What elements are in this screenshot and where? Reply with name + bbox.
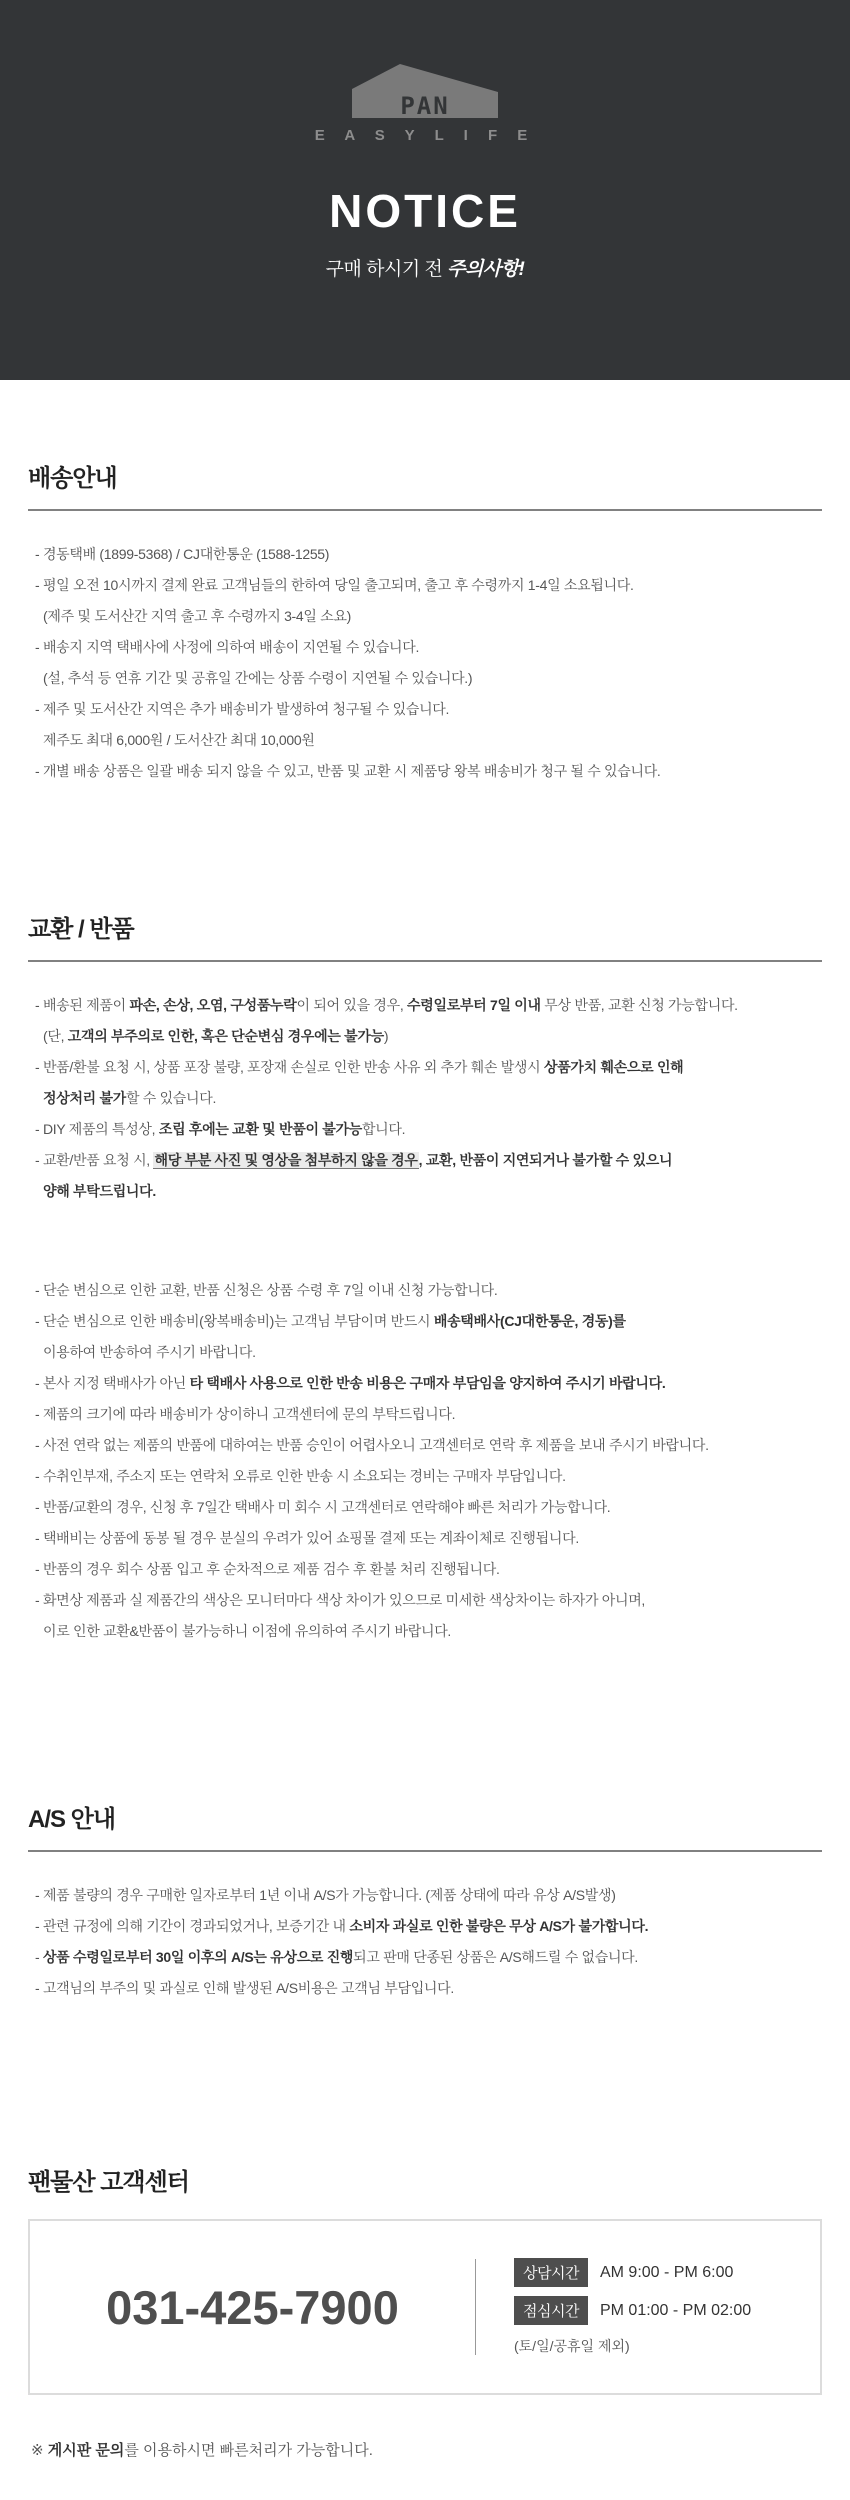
notice-line: 제주도 최대 6,000원 / 도서산간 최대 10,000원 <box>43 732 315 748</box>
notice-line: - 단순 변심으로 인한 교환, 반품 신청은 상품 수령 후 7일 이내 신청 가능합니다. <box>35 1282 498 1298</box>
notice-line: 정상처리 불가할 수 있습니다. <box>43 1090 217 1106</box>
notice-line: - 경동택배 (1899-5368) / CJ대한통운 (1588-1255) <box>35 546 330 562</box>
note-rest: 를 이용하시면 빠른처리가 가능합니다. <box>124 2442 373 2459</box>
section-customer-center <box>28 2162 822 2460</box>
section-title-shipping: 배송안내 <box>28 465 117 492</box>
notice-line: - 평일 오전 10시까지 결제 완료 고객님들의 한하여 당일 출고되며, 출고 후 수령까지 1-4일 소요됩니다. <box>35 577 634 593</box>
notice-line: 이용하여 반송하여 주시기 바랍니다. <box>43 1344 256 1360</box>
brand-logo <box>315 64 536 144</box>
phone-number: 031-425-7900 <box>106 2280 399 2334</box>
warehouse-logo-icon <box>352 64 498 118</box>
note-prefix: ※ <box>31 2442 48 2459</box>
notice-line: - 반품/교환의 경우, 신청 후 7일간 택배사 미 회수 시 고객센터로 연락해야 빠른 처리가 가능합니다. <box>35 1499 611 1515</box>
notice-line: - 반품의 경우 회수 상품 입고 후 순차적으로 제품 검수 후 환불 처리 진행됩니다. <box>35 1561 500 1577</box>
customer-center-box <box>28 2219 822 2395</box>
as-lines <box>28 1880 822 2004</box>
notice-line: - 수취인부재, 주소지 또는 연락처 오류로 인한 반송 시 소요되는 경비는 구매자 부담입니다. <box>35 1468 566 1484</box>
subtitle-prefix: 구매 하시기 전 <box>325 259 448 280</box>
lunch-hours-time: PM 01:00 - PM 02:00 <box>599 2301 752 2319</box>
notice-line: - DIY 제품의 특성상, 조립 후에는 교환 및 반품이 불가능합니다. <box>35 1121 406 1137</box>
notice-line: - 관련 규정에 의해 기간이 경과되었거나, 보증기간 내 소비자 과실로 인한 불량은 무상 A/S가 불가합니다. <box>35 1918 649 1934</box>
exchange-lines-group1 <box>28 990 822 1207</box>
hours-row-consult <box>514 2258 751 2287</box>
notice-line: - 반품/환불 요청 시, 상품 포장 불량, 포장재 손실로 인한 반송 사유 외 추가 훼손 발생시 상품가치 훼손으로 인해 <box>35 1059 684 1075</box>
hours-note: (토/일/공휴일 제외) <box>514 2338 630 2354</box>
notice-line: - 제주 및 도서산간 지역은 추가 배송비가 발생하여 청구될 수 있습니다. <box>35 701 450 717</box>
section-title-as: A/S 안내 <box>28 1806 116 1833</box>
section-divider <box>28 509 822 511</box>
hero-header <box>0 0 850 380</box>
section-title-exchange: 교환 / 반품 <box>28 916 134 943</box>
section-divider <box>28 1850 822 1852</box>
board-inquiry-note <box>28 2439 822 2460</box>
subtitle-emphasis: 주의사항! <box>447 259 525 280</box>
notice-line: - 제품의 크기에 따라 배송비가 상이하니 고객센터에 문의 부탁드립니다. <box>35 1406 456 1422</box>
notice-line: 양해 부탁드립니다. <box>43 1183 156 1199</box>
notice-line: - 사전 연락 없는 제품의 반품에 대하여는 반품 승인이 어렵사오니 고객센터로 연락 후 제품을 보내 주시기 바랍니다. <box>35 1437 709 1453</box>
notice-line: - 상품 수령일로부터 30일 이후의 A/S는 유상으로 진행되고 판매 단종된 상품은 A/S해드릴 수 없습니다. <box>35 1949 638 1965</box>
notice-body <box>0 458 850 2460</box>
notice-line: - 본사 지정 택배사가 아닌 타 택배사 사용으로 인한 반송 비용은 구매자 부담임을 양지하여 주시기 바랍니다. <box>35 1375 666 1391</box>
notice-line: (단, 고객의 부주의로 인한, 혹은 단순변심 경우에는 불가능) <box>43 1028 389 1044</box>
notice-line: - 교환/반품 요청 시, 해당 부분 사진 및 영상을 첨부하지 않을 경우, 교환, 반품이 지연되거나 불가할 수 있으니 <box>35 1152 673 1168</box>
notice-line: - 개별 배송 상품은 일괄 배송 되지 않을 수 있고, 반품 및 교환 시 제품당 왕복 배송비가 청구 될 수 있습니다. <box>35 763 661 779</box>
notice-subtitle <box>326 254 525 281</box>
hours-row-lunch <box>514 2296 751 2325</box>
hours-block <box>476 2258 751 2356</box>
logo-text: PAN <box>400 92 450 118</box>
notice-line: - 배송된 제품이 파손, 손상, 오염, 구성품누락이 되어 있을 경우, 수령일로부터 7일 이내 무상 반품, 교환 신청 가능합니다. <box>35 997 738 1013</box>
notice-line: - 택배비는 상품에 동봉 될 경우 분실의 우려가 있어 쇼핑몰 결제 또는 계좌이체로 진행됩니다. <box>35 1530 579 1546</box>
notice-title: NOTICE <box>329 185 521 237</box>
logo-tagline: E A S Y L I F E <box>314 127 536 144</box>
consult-hours-time: AM 9:00 - PM 6:00 <box>599 2263 734 2281</box>
notice-line: - 단순 변심으로 인한 배송비(왕복배송비)는 고객님 부담이며 반드시 배송택배사(CJ대한통운, 경동)를 <box>35 1313 626 1329</box>
notice-line: - 배송지 지역 택배사에 사정에 의하여 배송이 지연될 수 있습니다. <box>35 639 420 655</box>
consult-hours-badge: 상담시간 <box>514 2258 588 2287</box>
section-shipping <box>28 458 822 787</box>
notice-line: - 고객님의 부주의 및 과실로 인해 발생된 A/S비용은 고객님 부담입니다. <box>35 1980 454 1996</box>
customer-center-title: 팬물산 고객센터 <box>28 2169 189 2196</box>
section-as <box>28 1799 822 2004</box>
notice-line: - 제품 불량의 경우 구매한 일자로부터 1년 이내 A/S가 가능합니다. (제품 상태에 따라 유상 A/S발생) <box>35 1887 616 1903</box>
section-divider <box>28 960 822 962</box>
note-emphasis: 게시판 문의 <box>47 2442 125 2459</box>
notice-line: (제주 및 도서산간 지역 출고 후 수령까지 3-4일 소요) <box>43 608 352 624</box>
lunch-hours-badge: 점심시간 <box>514 2296 588 2325</box>
notice-line: 이로 인한 교환&반품이 불가능하니 이점에 유의하여 주시기 바랍니다. <box>43 1623 452 1639</box>
exchange-lines-group2 <box>28 1275 822 1647</box>
section-exchange-return <box>28 909 822 1647</box>
notice-line: - 화면상 제품과 실 제품간의 색상은 모니터마다 색상 차이가 있으므로 미세한 색상차이는 하자가 아니며, <box>35 1592 646 1608</box>
notice-line: (설, 추석 등 연휴 기간 및 공휴일 간에는 상품 수령이 지연될 수 있습니다.) <box>43 670 473 686</box>
shipping-lines <box>28 539 822 787</box>
